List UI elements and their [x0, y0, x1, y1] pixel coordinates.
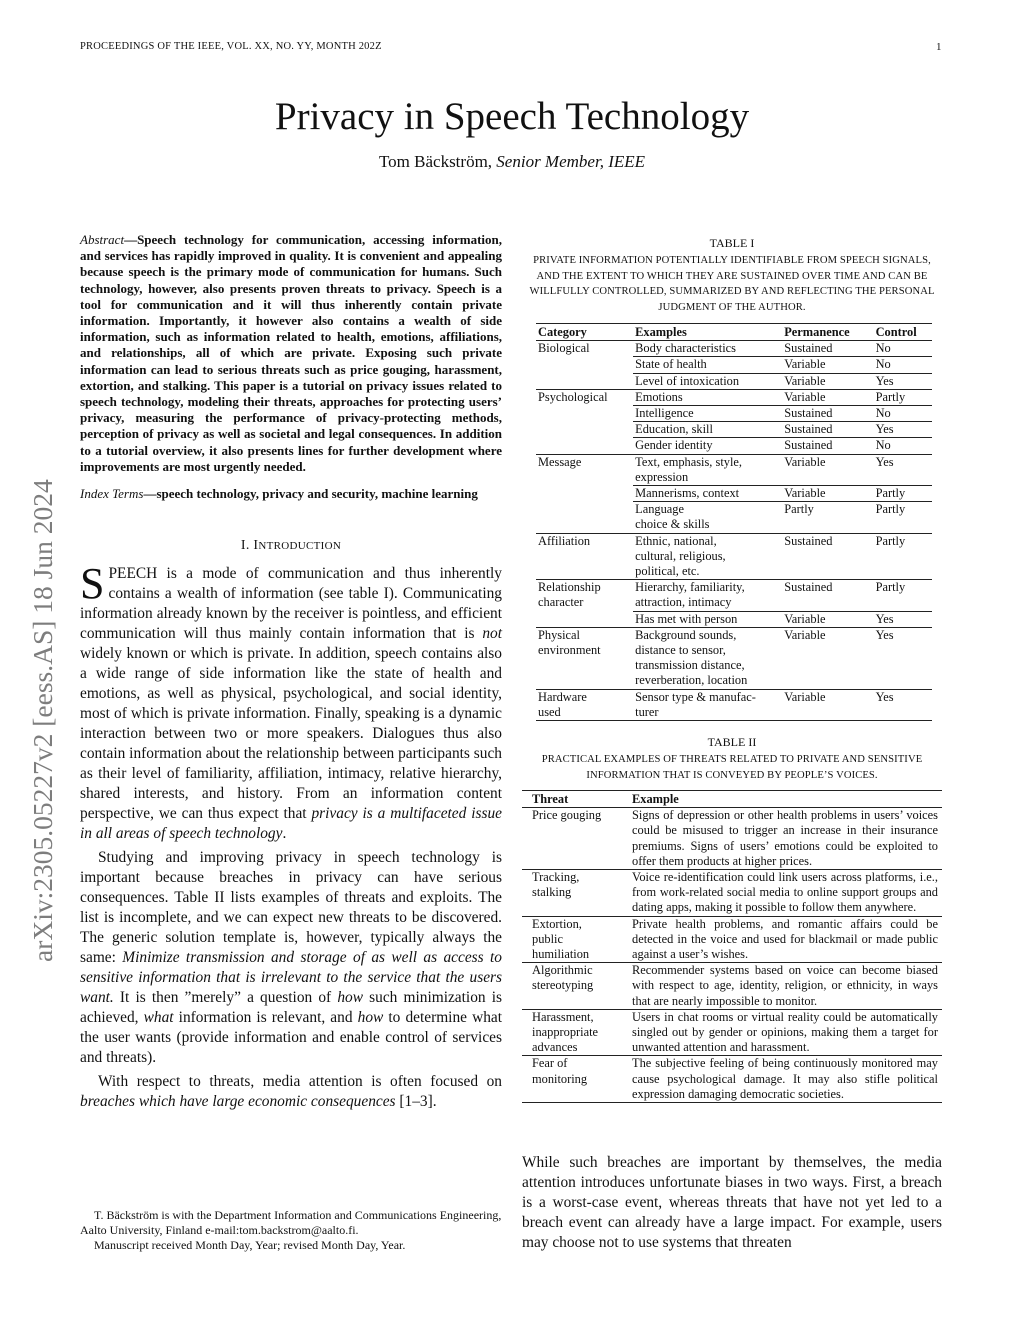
table2-row	[522, 1056, 942, 1103]
table1-cell: Yes	[874, 689, 932, 720]
footnote	[80, 1208, 502, 1253]
table1-cell: State of health	[633, 357, 782, 373]
text-run: information is relevant, and	[173, 1009, 358, 1027]
table2-threat-cell: Harassment, inappropriate advances	[522, 1009, 622, 1056]
table2-example-cell: Users in chat rooms or virtual reality could be automatically singled out by gender or opinions, making them a target for unwanted attention and harassment.	[622, 1009, 942, 1056]
table1-row	[536, 627, 932, 689]
arxiv-stamp-text: arXiv:2305.05227v2 [eess.AS] 18 Jun 2024	[27, 479, 58, 962]
table2-subtitle: PRACTICAL EXAMPLES OF THREATS RELATED TO PRIVATE AND SENSITIVE INFORMATION THAT IS CONVEYED BY PEOPLE’S VOICES.	[541, 754, 923, 781]
table1-cell: Partly	[874, 502, 932, 533]
table1-cell: Variable	[782, 627, 873, 689]
table1-cell: Level of intoxication	[633, 373, 782, 389]
table2-row	[522, 1009, 942, 1056]
table1-cell: Variable	[782, 454, 873, 485]
table1-cell	[536, 486, 633, 502]
table1-cell: Yes	[874, 627, 932, 689]
table1-row	[536, 502, 932, 533]
intro-paragraph-1	[80, 559, 502, 844]
table1-cell: Yes	[874, 454, 932, 485]
table1-cell	[536, 502, 633, 533]
table1-cell: Sustained	[782, 533, 873, 580]
emphasis: what	[143, 1009, 174, 1027]
table2-caption: TABLE II	[707, 735, 757, 749]
emphasis: not	[482, 625, 502, 643]
table1-cell: Variable	[782, 357, 873, 373]
table1-cell: Sustained	[782, 580, 873, 611]
text-run: PEECH is a mode of communication and thus inherently contains a wealth of information (see table I). Communicating information already known by the receiver is pointless, and efficient communication will thus mainly contain information that is	[80, 565, 502, 643]
table1-cell: No	[874, 406, 932, 422]
table1-header-cell: Examples	[633, 324, 782, 341]
text-run: Studying and improving privacy in speech technology is important because breaches in privacy can have serious consequences. Table II lists examples of threats and exploits. The list is incomplete, and we can expect new threats to be discovered. The generic solution template is, however, typically always the same:	[80, 849, 502, 967]
table2-example-cell: Voice re-identification could link users across platforms, i.e., from work-related social media to online support groups and dating apps, making it possible to follow them anywhere.	[622, 870, 942, 917]
table1-cell: Variable	[782, 373, 873, 389]
text-run: such minimization is achieved,	[80, 989, 502, 1027]
table2-threat-cell: Fear of monitoring	[522, 1056, 622, 1103]
table2-example-cell: Signs of depression or other health problems in users’ voices could be misused to trigger an increase in their insurance premiums. Signs of users’ emotions could be exploited to offer them products at higher prices.	[622, 808, 942, 870]
table1-cell: Gender identity	[633, 438, 782, 454]
paper-title: Privacy in Speech Technology	[274, 95, 750, 138]
left-column	[80, 232, 502, 1112]
table1-cell: Education, skill	[633, 422, 782, 438]
table2-example-cell: The subjective feeling of being continuously monitored may cause psychological damage. It may also stifle political expression damaging democratic societies.	[622, 1056, 942, 1103]
table1-caption: TABLE I	[709, 236, 755, 250]
running-header: PROCEEDINGS OF THE IEEE, VOL. XX, NO. YY, MONTH 202Z	[80, 41, 382, 52]
section-first-letter: I	[253, 538, 259, 554]
table1-cell: Hardware used	[536, 689, 633, 720]
text-run: .	[282, 825, 287, 843]
table1-row	[536, 389, 932, 405]
table1-row	[536, 422, 932, 438]
table1-row	[536, 341, 932, 357]
table1-cell: No	[874, 341, 932, 357]
text-run: With respect to threats, media attention is often focused on	[98, 1073, 502, 1091]
table1-cell: No	[874, 357, 932, 373]
table2	[522, 790, 942, 1103]
emphasis: privacy is a multifaceted issue in all areas of speech technology	[80, 805, 502, 843]
table1-cell: Background sounds, distance to sensor, transmission distance, reverberation, location	[633, 627, 782, 689]
table2-threat-cell: Tracking, stalking	[522, 870, 622, 917]
table2-caption-block	[522, 735, 942, 783]
text-run: to determine what the user wants (provide information and enable control of services and threats).	[80, 1009, 502, 1067]
table1-cell: Partly	[874, 486, 932, 502]
table2-threat-cell: Algorithmic stereotyping	[522, 963, 622, 1010]
table1-row	[536, 438, 932, 454]
page-number: 1	[936, 41, 942, 53]
table1-cell	[536, 406, 633, 422]
emphasis: how	[357, 1009, 384, 1027]
table1-cell: Psychological	[538, 389, 608, 404]
table1-cell: Body characteristics	[633, 341, 782, 357]
table1-row	[536, 406, 932, 422]
table2-example-cell: Recommender systems based on voice can become biased with respect to age, identity, religion, or ethnicity, in ways that are nearly impossible to monitor.	[622, 963, 942, 1010]
table1-cell	[536, 357, 633, 373]
text-run: It is then ”merely” a question of	[113, 989, 338, 1007]
table1-row	[536, 611, 932, 627]
index-terms-text: —speech technology, privacy and security, machine learning	[143, 486, 478, 502]
table2-row	[522, 808, 942, 870]
table1-cell: Partly	[782, 502, 873, 533]
table1-cell: Text, emphasis, style, expression	[633, 454, 782, 485]
table1-row	[536, 580, 932, 611]
table1-cell: Yes	[874, 611, 932, 627]
right-column-paragraph: While such breaches are important by themselves, the media attention introduces unfortunate biases in two ways. First, a breach is a worst-case event, whereas threats that have not yet led to a breach event can already have a large impact. For example, users may choose not to use systems that threaten	[522, 1154, 942, 1251]
table1-cell: Variable	[782, 611, 873, 627]
table1-cell	[536, 373, 633, 389]
emphasis: how	[337, 989, 363, 1007]
footnote-affiliation: T. Bäckström is with the Department Information and Communications Engineering, Aalto University, Finland e-mail:tom.backstrom@aalto.fi.	[80, 1208, 502, 1237]
table1-cell: Partly	[874, 533, 932, 580]
table1-row	[536, 689, 932, 720]
table1-cell: Intelligence	[633, 406, 782, 422]
table1-cell	[536, 611, 633, 627]
intro-paragraph-3	[80, 1072, 502, 1112]
drop-cap: S	[80, 559, 105, 609]
table1-cell	[536, 422, 633, 438]
table1-cell: Relationship character	[538, 580, 601, 610]
emphasis: breaches which have large economic consequences	[80, 1093, 396, 1111]
table1-subtitle: PRIVATE INFORMATION POTENTIALLY IDENTIFIABLE FROM SPEECH SIGNALS, AND THE EXTENT TO WHICH THEY ARE SUSTAINED OVER TIME AND CAN BE WILLFULLY CONTROLLED, SUMMARIZED BY AND REFLECTING THE PERSONAL JUDGMENT OF THE AUTHOR.	[529, 255, 935, 313]
section-title-rest: NTRODUCTION	[258, 540, 342, 553]
table1-cell: Sensor type & manufac- turer	[633, 689, 782, 720]
table1-row	[536, 373, 932, 389]
table1-cell: Partly	[874, 389, 932, 405]
table1-cell: Physical environment	[536, 627, 633, 689]
author-role: Senior Member, IEEE	[496, 152, 646, 171]
intro-paragraph-2	[80, 848, 502, 1068]
section-number: I.	[240, 538, 254, 554]
table1-header-cell: Control	[874, 324, 932, 341]
table1-row	[536, 486, 932, 502]
table1-cell: Sustained	[782, 438, 873, 454]
table1-cell: Emotions	[633, 389, 782, 405]
abstract-label: Abstract	[80, 232, 125, 247]
table2-header-cell: Threat	[522, 791, 622, 808]
table1-cell: Variable	[782, 389, 873, 405]
table1-cell: Sustained	[782, 422, 873, 438]
table1-cell: Partly	[874, 580, 932, 611]
table1-cell: Language choice & skills	[633, 502, 782, 533]
emphasis: Minimize transmission and storage of as well as access to sensitive information that is irrelevant to the service that the users want.	[80, 949, 502, 1007]
table1-cell: Variable	[782, 486, 873, 502]
author-line	[0, 152, 1024, 172]
table1-cell: No	[874, 438, 932, 454]
table1	[536, 323, 932, 721]
table1-cell: Ethnic, national, cultural, religious, political, etc.	[633, 533, 782, 580]
footnote-manuscript: Manuscript received Month Day, Year; revised Month Day, Year.	[94, 1238, 406, 1252]
abstract	[80, 232, 502, 475]
author-name: Tom Bäckström,	[378, 152, 497, 171]
table1-cell: Mannerisms, context	[633, 486, 782, 502]
table1-cell: Yes	[874, 422, 932, 438]
index-terms	[80, 486, 502, 502]
table2-header-cell: Example	[622, 791, 942, 808]
table1-row	[536, 454, 932, 485]
table1-caption-block	[522, 236, 942, 315]
table1-row	[536, 357, 932, 373]
table2-threat-cell: Price gouging	[522, 808, 622, 870]
table1-cell: Biological	[538, 341, 590, 356]
table2-row	[522, 870, 942, 917]
table1-header-cell: Category	[536, 324, 633, 341]
table1-cell: Affiliation	[536, 533, 633, 580]
table1-row	[536, 533, 932, 580]
table1-cell: Has met with person	[633, 611, 782, 627]
table2-example-cell: Private health problems, and romantic affairs could be detected in the voice and used for blackmail or made public against a user’s wishes.	[622, 916, 942, 963]
table2-threat-cell: Extortion, public humiliation	[522, 916, 622, 963]
table1-header-cell: Permanence	[782, 324, 873, 341]
table1-cell: Yes	[874, 373, 932, 389]
table1-cell: Sustained	[782, 406, 873, 422]
table1-cell: Sustained	[782, 341, 873, 357]
index-terms-label: Index Terms	[80, 486, 144, 502]
table1-cell: Variable	[782, 689, 873, 720]
table1-cell: Hierarchy, familiarity, attraction, intimacy	[633, 580, 782, 611]
table1-cell	[536, 438, 633, 454]
text-run: [1–3].	[395, 1093, 437, 1111]
table2-row	[522, 916, 942, 963]
table2-row	[522, 963, 942, 1010]
text-run: widely known or which is private. In addition, speech contains also a wide range of side information like the state of health and emotions, as well as physical, psychological, and social identity, most of which is private information. Finally, speaking is a dynamic interaction between two or more speakers. Dialogues thus also contain information about the relationship between participants such as their level of familiarity, affiliation, intimacy, relative hierarchy, shared interests, and history. From an information content perspective, we can thus expect that	[80, 645, 502, 823]
table1-cell: Message	[538, 454, 582, 469]
section-heading	[80, 538, 502, 554]
abstract-text: —Speech technology for communication, accessing information, and services has rapidly improved in quality. It is convenient and appealing because speech is the primary mode of communication for humans. Such technology, however, also presents proven threats to privacy. Speech is a tool for communication and it will thus inherently contain private information. Importantly, it however also contains a wealth of side information, such as information related to health, emotions, affiliations, and relationships, all of which are private. Exposing such private information can lead to serious threats such as price gouging, harassment, extortion, and stalking. This paper is a tutorial on privacy issues related to speech technology, modeling their threats, approaches for protecting users’ privacy, measuring the performance of privacy-protecting methods, perception of privacy as well as societal and legal consequences. In addition to a tutorial overview, it also presents lines for further development where improvements are most urgently needed.	[80, 232, 502, 474]
